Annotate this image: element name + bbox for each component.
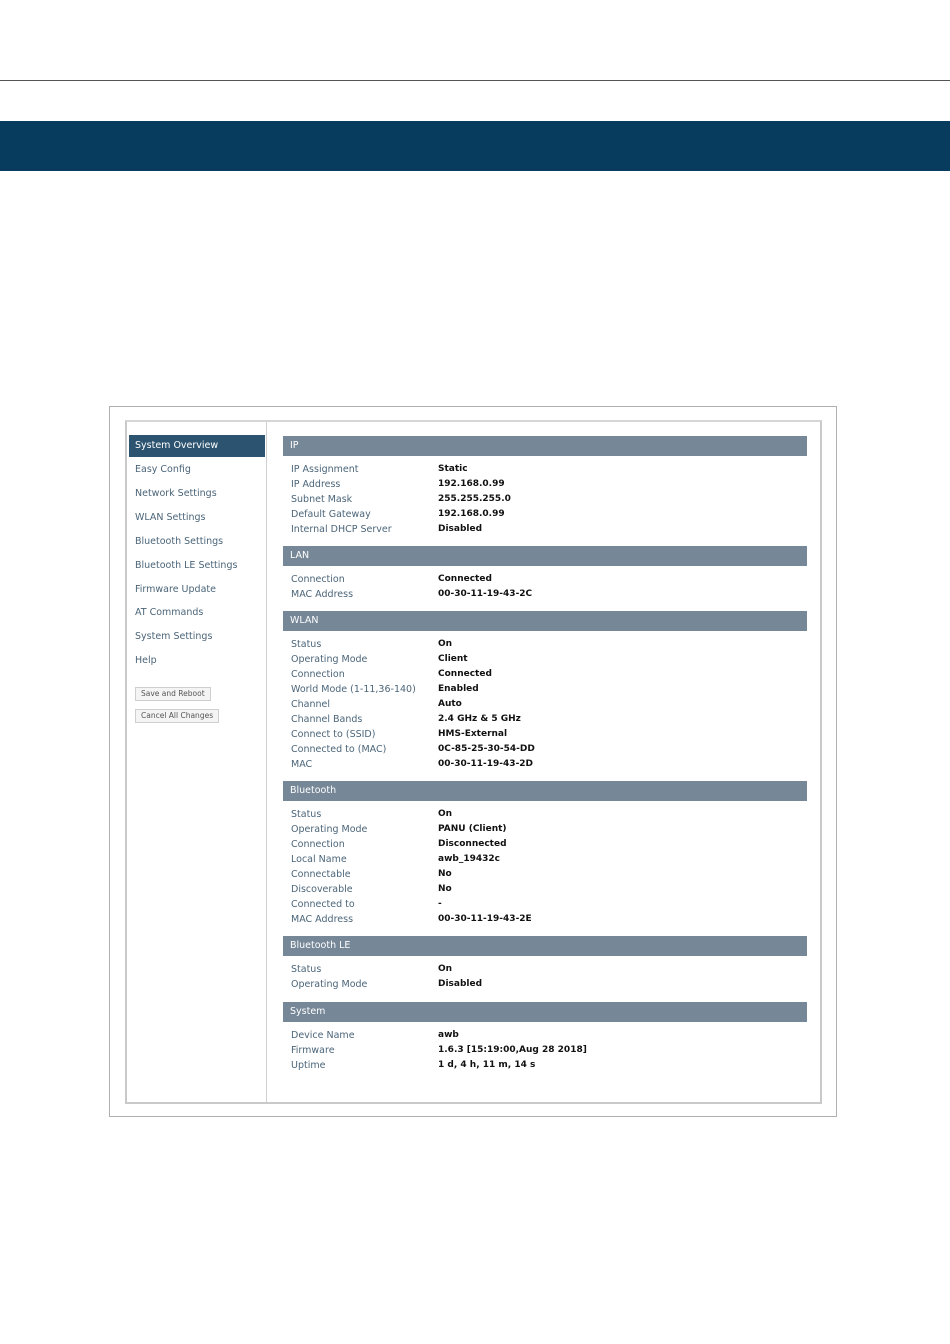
info-label: Channel bbox=[291, 699, 331, 710]
info-value: 00-30-11-19-43-2D bbox=[438, 759, 534, 769]
info-row bbox=[283, 977, 807, 992]
info-value: No bbox=[438, 869, 452, 879]
info-value: awb_19432c bbox=[438, 854, 500, 864]
section-header-bluetooth-le: Bluetooth LE bbox=[283, 936, 807, 956]
info-row bbox=[283, 652, 807, 667]
info-row bbox=[283, 462, 807, 477]
nav-bluetooth-settings[interactable]: Bluetooth Settings bbox=[135, 536, 224, 547]
info-label: Connection bbox=[291, 574, 345, 585]
info-value: PANU (Client) bbox=[438, 824, 507, 834]
info-label: IP Assignment bbox=[291, 464, 359, 475]
info-value: 00-30-11-19-43-2E bbox=[438, 914, 532, 924]
info-value: On bbox=[438, 639, 453, 649]
info-label: Connection bbox=[291, 839, 345, 850]
info-value: Client bbox=[438, 654, 468, 664]
info-value: 2.4 GHz & 5 GHz bbox=[438, 714, 521, 724]
info-value: Connected bbox=[438, 669, 492, 679]
info-row bbox=[283, 712, 807, 727]
info-value: Disabled bbox=[438, 524, 483, 534]
info-value: Disabled bbox=[438, 979, 483, 989]
info-label: IP Address bbox=[291, 479, 341, 490]
info-row bbox=[283, 1028, 807, 1043]
info-label: Device Name bbox=[291, 1030, 355, 1041]
info-label: Channel Bands bbox=[291, 714, 363, 725]
info-label: Local Name bbox=[291, 854, 347, 865]
info-value: awb bbox=[438, 1030, 459, 1040]
info-value: HMS-External bbox=[438, 729, 508, 739]
info-label: World Mode (1-11,36-140) bbox=[291, 684, 416, 695]
info-row bbox=[283, 912, 807, 927]
info-row bbox=[283, 522, 807, 537]
info-label: MAC bbox=[291, 759, 313, 770]
info-row bbox=[283, 572, 807, 587]
info-row bbox=[283, 637, 807, 652]
info-label: Connection bbox=[291, 669, 345, 680]
info-value: - bbox=[438, 899, 442, 909]
info-label: Subnet Mask bbox=[291, 494, 353, 505]
screenshot-frame bbox=[109, 406, 837, 1117]
info-row bbox=[283, 852, 807, 867]
info-label: Status bbox=[291, 639, 322, 650]
info-value: On bbox=[438, 809, 453, 819]
info-label: Firmware bbox=[291, 1045, 335, 1056]
nav-at-commands[interactable]: AT Commands bbox=[135, 607, 204, 618]
header-banner bbox=[0, 121, 950, 171]
info-row bbox=[283, 882, 807, 897]
info-row bbox=[283, 492, 807, 507]
info-row bbox=[283, 727, 807, 742]
info-row bbox=[283, 742, 807, 757]
info-value: 192.168.0.99 bbox=[438, 479, 505, 489]
info-value: Connected bbox=[438, 574, 492, 584]
info-label: Operating Mode bbox=[291, 824, 368, 835]
section-header-ip: IP bbox=[283, 436, 807, 456]
section-header-wlan: WLAN bbox=[283, 611, 807, 631]
info-value: 1.6.3 [15:19:00,Aug 28 2018] bbox=[438, 1045, 587, 1055]
nav-wlan-settings[interactable]: WLAN Settings bbox=[135, 512, 206, 523]
cancel-all-changes-button[interactable]: Cancel All Changes bbox=[135, 709, 219, 723]
info-label: Operating Mode bbox=[291, 654, 368, 665]
overview-content bbox=[283, 422, 807, 1102]
info-value: Disconnected bbox=[438, 839, 507, 849]
info-label: MAC Address bbox=[291, 589, 354, 600]
info-row bbox=[283, 962, 807, 977]
info-label: Connected to (MAC) bbox=[291, 744, 387, 755]
info-value: 255.255.255.0 bbox=[438, 494, 511, 504]
info-label: MAC Address bbox=[291, 914, 354, 925]
info-value: On bbox=[438, 964, 453, 974]
info-value: 1 d, 4 h, 11 m, 14 s bbox=[438, 1060, 536, 1070]
nav-system-overview[interactable]: System Overview bbox=[129, 435, 265, 457]
info-row bbox=[283, 867, 807, 882]
info-value: 0C-85-25-30-54-DD bbox=[438, 744, 535, 754]
info-label: Internal DHCP Server bbox=[291, 524, 392, 535]
info-label: Default Gateway bbox=[291, 509, 371, 520]
nav-bluetooth-le-settings[interactable]: Bluetooth LE Settings bbox=[135, 560, 238, 571]
section-header-system: System bbox=[283, 1002, 807, 1022]
top-rule bbox=[0, 80, 950, 81]
sidebar-nav bbox=[127, 422, 267, 1102]
info-row bbox=[283, 757, 807, 772]
info-label: Operating Mode bbox=[291, 979, 368, 990]
info-row bbox=[283, 897, 807, 912]
info-label: Connectable bbox=[291, 869, 351, 880]
info-row bbox=[283, 837, 807, 852]
section-header-bluetooth: Bluetooth bbox=[283, 781, 807, 801]
info-row bbox=[283, 1058, 807, 1073]
info-row bbox=[283, 807, 807, 822]
nav-network-settings[interactable]: Network Settings bbox=[135, 488, 217, 499]
info-label: Status bbox=[291, 964, 322, 975]
info-label: Discoverable bbox=[291, 884, 353, 895]
info-value: Auto bbox=[438, 699, 462, 709]
info-label: Uptime bbox=[291, 1060, 326, 1071]
info-value: 192.168.0.99 bbox=[438, 509, 505, 519]
info-row bbox=[283, 822, 807, 837]
save-and-reboot-button[interactable]: Save and Reboot bbox=[135, 687, 211, 701]
info-label: Status bbox=[291, 809, 322, 820]
nav-system-settings[interactable]: System Settings bbox=[135, 631, 213, 642]
info-row bbox=[283, 697, 807, 712]
info-value: Enabled bbox=[438, 684, 479, 694]
info-row bbox=[283, 667, 807, 682]
info-row bbox=[283, 507, 807, 522]
info-value: 00-30-11-19-43-2C bbox=[438, 589, 533, 599]
info-label: Connected to bbox=[291, 899, 355, 910]
web-ui-window bbox=[125, 420, 822, 1104]
info-row bbox=[283, 477, 807, 492]
info-row bbox=[283, 682, 807, 697]
info-value: No bbox=[438, 884, 452, 894]
info-value: Static bbox=[438, 464, 468, 474]
nav-easy-config[interactable]: Easy Config bbox=[135, 464, 191, 475]
section-header-lan: LAN bbox=[283, 546, 807, 566]
nav-help[interactable]: Help bbox=[135, 655, 157, 666]
nav-firmware-update[interactable]: Firmware Update bbox=[135, 584, 216, 595]
info-row bbox=[283, 1043, 807, 1058]
info-label: Connect to (SSID) bbox=[291, 729, 376, 740]
info-row bbox=[283, 587, 807, 602]
